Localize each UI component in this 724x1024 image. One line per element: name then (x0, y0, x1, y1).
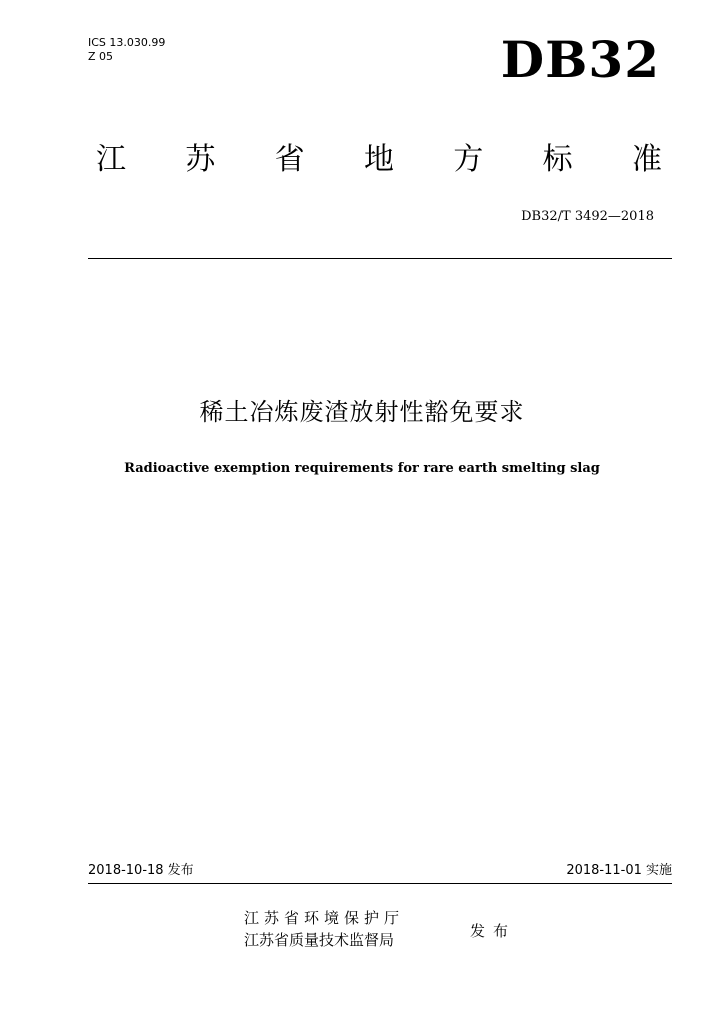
ics-code: ICS 13.030.99 (88, 36, 166, 49)
bottom-divider (88, 883, 672, 884)
issuer-environmental-protection: 江苏省环境保护厅 (244, 909, 405, 927)
standard-type-char: 江 (96, 142, 126, 177)
ccs-code: Z 05 (88, 50, 114, 63)
implementation-date: 2018-11-01 实施 (566, 863, 672, 878)
standard-type-char: 苏 (185, 142, 216, 177)
standard-type-char: 准 (631, 142, 662, 177)
issue-date: 2018-10-18 发布 (88, 863, 194, 878)
publish-label: 发布 (470, 922, 517, 940)
classification-codes (88, 36, 165, 64)
db-mark: DB32 (500, 30, 660, 89)
standard-type-char: 地 (363, 142, 394, 177)
standard-type-title (96, 140, 662, 180)
standard-type-char: 省 (274, 142, 305, 177)
document-title-chinese: 稀土冶炼废渣放射性豁免要求 (199, 398, 525, 426)
standard-number: DB32/T 3492—2018 (521, 209, 654, 224)
document-title-english: Radioactive exemption requirements for rare earth smelting slag (124, 461, 600, 476)
issuer-quality-supervision: 江苏省质量技术监督局 (244, 931, 395, 949)
top-divider (88, 258, 672, 259)
standard-type-char: 标 (542, 142, 573, 177)
standard-type-char: 方 (453, 142, 484, 177)
